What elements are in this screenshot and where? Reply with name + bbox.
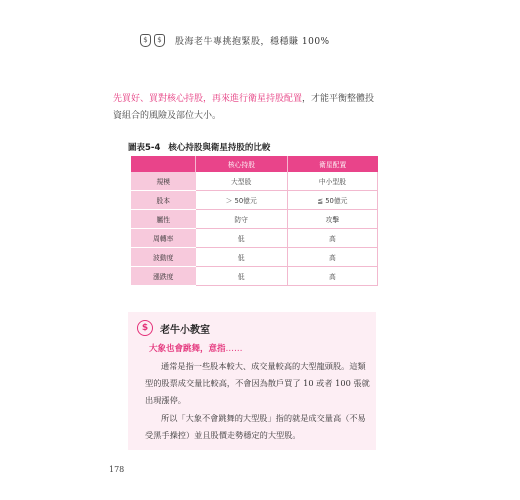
- row-label: 屬性: [131, 210, 196, 229]
- core-cell: 低: [196, 248, 288, 267]
- intro-rest: ，才能平衡整體投資組合的風險及部位大小。: [113, 94, 375, 121]
- table-row: [131, 229, 378, 248]
- core-cell: 低: [196, 267, 288, 286]
- satellite-cell: 攻擊: [287, 210, 377, 229]
- book-title: 股海老牛專挑抱緊股，穩穩賺 100%: [175, 37, 330, 47]
- moneybag-icon: $: [154, 34, 165, 47]
- classroom-paragraph-1: 通常是指一些股本較大、成交量較高的大型龍頭股。這類型的股票成交量比較高，不會因為散戶買了 10 或者 100 張就出現漲停。: [145, 361, 370, 405]
- subhead-text: 大象也會跳舞，意指: [149, 344, 226, 354]
- table-row: [131, 191, 378, 210]
- subhead-ellipsis: ……: [225, 344, 243, 354]
- satellite-cell: 高: [287, 248, 377, 267]
- table-header-corner: [131, 156, 196, 172]
- table-row: [131, 210, 378, 229]
- row-label: 規模: [131, 172, 196, 191]
- row-label: 漲跌度: [131, 267, 196, 286]
- running-header: [140, 34, 330, 47]
- core-cell: ＞ 50億元: [196, 191, 288, 210]
- satellite-cell: 中小型股: [287, 172, 377, 191]
- table-header-row: [131, 156, 378, 172]
- row-label: 股本: [131, 191, 196, 210]
- classroom-sidebar-box: [128, 312, 376, 450]
- moneybag-icon: $: [140, 34, 151, 47]
- satellite-cell: 高: [287, 267, 377, 286]
- row-label: 周轉率: [131, 229, 196, 248]
- comparison-table: [131, 156, 378, 286]
- figure-number: 圖表5-4: [128, 143, 161, 153]
- figure-caption: [128, 141, 270, 153]
- table-header-core: 核心持股: [196, 156, 288, 172]
- table-header-satellite: 衛星配置: [287, 156, 377, 172]
- classroom-subhead: [149, 342, 243, 354]
- satellite-cell: ≦ 50億元: [287, 191, 377, 210]
- page-number: 178: [109, 465, 125, 474]
- core-cell: 防守: [196, 210, 288, 229]
- core-cell: 大型股: [196, 172, 288, 191]
- table-row: [131, 248, 378, 267]
- table-row: [131, 267, 378, 286]
- table-row: [131, 172, 378, 191]
- core-cell: 低: [196, 229, 288, 248]
- classroom-title: 老牛小教室: [160, 325, 210, 336]
- satellite-cell: 高: [287, 229, 377, 248]
- row-label: 波動度: [131, 248, 196, 267]
- dollar-coin-icon: $: [137, 320, 153, 336]
- intro-highlight: 先買好、買對核心持股，再來進行衛星持股配置: [113, 94, 303, 104]
- moneybag-icons: [140, 34, 165, 47]
- intro-paragraph: [113, 91, 383, 125]
- classroom-paragraph-2: 所以「大象不會跳舞的大型股」指的就是成交量高（不易受黑手操控）並且股價走勢穩定的大型股。: [145, 413, 366, 440]
- figure-title: 核心持股與衛星持股的比較: [168, 143, 271, 153]
